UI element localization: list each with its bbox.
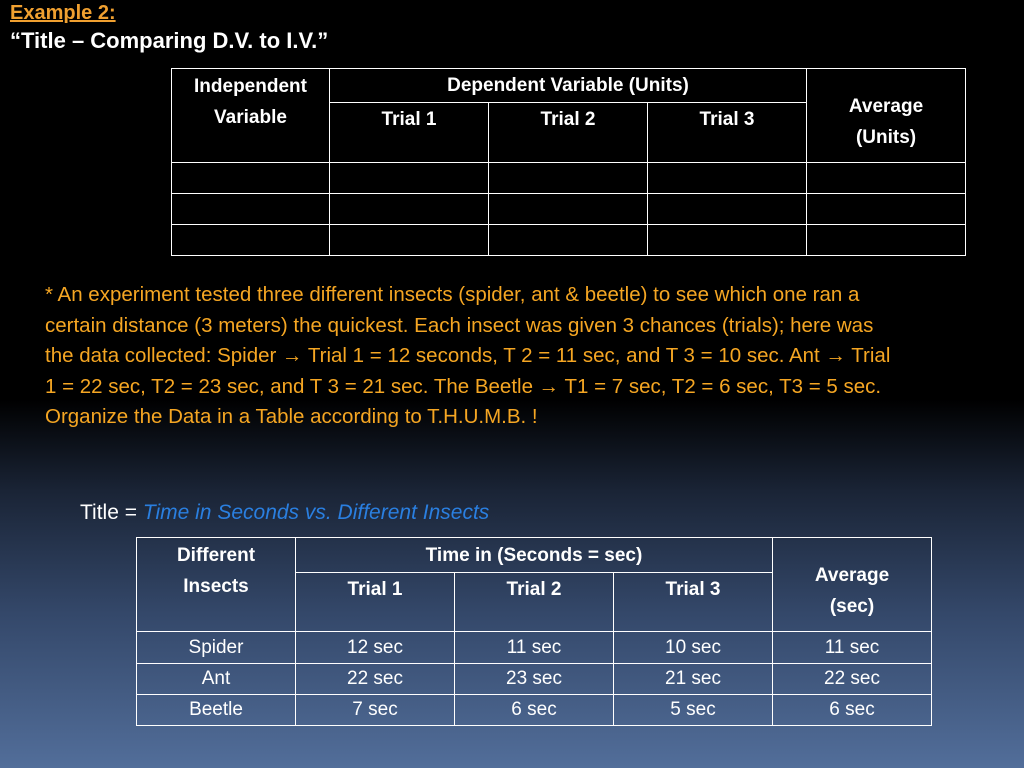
right-arrow-icon: → bbox=[538, 374, 560, 398]
table-row bbox=[137, 632, 932, 664]
table-title-line bbox=[80, 501, 489, 525]
empty-row bbox=[172, 194, 966, 225]
empty-cell bbox=[172, 163, 330, 194]
trial2-header: Trial 2 bbox=[455, 573, 614, 632]
slide-heading bbox=[10, 0, 328, 56]
average-header-line2: (Units) bbox=[855, 126, 917, 148]
empty-cell bbox=[807, 225, 966, 256]
table-row bbox=[137, 664, 932, 695]
template-table bbox=[171, 68, 966, 256]
insects-header-line1: Different bbox=[176, 545, 256, 566]
trial2-cell: 6 sec bbox=[455, 695, 614, 726]
trial2-cell: 11 sec bbox=[455, 632, 614, 664]
trial2-cell: 23 sec bbox=[455, 664, 614, 695]
average-cell: 6 sec bbox=[773, 695, 932, 726]
empty-cell bbox=[489, 163, 648, 194]
average-cell: 11 sec bbox=[773, 632, 932, 664]
trial3-cell: 10 sec bbox=[614, 632, 773, 664]
empty-cell bbox=[489, 225, 648, 256]
insect-data-table bbox=[136, 537, 932, 726]
empty-cell bbox=[807, 194, 966, 225]
trial1-cell: 12 sec bbox=[296, 632, 455, 664]
iv-header-line2: Variable bbox=[214, 107, 287, 128]
insect-cell: Beetle bbox=[137, 695, 296, 726]
trial2-header: Trial 2 bbox=[489, 103, 648, 163]
iv-header bbox=[172, 69, 330, 163]
insects-header-line2: Insects bbox=[183, 576, 249, 597]
trial1-header: Trial 1 bbox=[330, 103, 489, 163]
empty-cell bbox=[172, 225, 330, 256]
insect-cell: Spider bbox=[137, 632, 296, 664]
average-header-line1: Average bbox=[848, 95, 924, 117]
description-part3: Trial 1 = 22 sec, T2 = 23 sec, and T 3 = 21 sec. The Beetle bbox=[45, 344, 891, 398]
trial1-cell: 7 sec bbox=[296, 695, 455, 726]
right-arrow-icon: → bbox=[825, 344, 846, 367]
trial1-cell: 22 sec bbox=[296, 664, 455, 695]
trial3-header: Trial 3 bbox=[614, 573, 773, 632]
slide-title: “Title – Comparing D.V. to I.V.” bbox=[10, 28, 329, 53]
trial3-header: Trial 3 bbox=[648, 103, 807, 163]
empty-cell bbox=[807, 163, 966, 194]
description-part4: T1 = 7 sec, T2 = 6 sec, T3 = 5 sec. Organize the Data in a Table according to T.H.U.M.B. ! bbox=[45, 374, 882, 428]
empty-cell bbox=[330, 194, 489, 225]
empty-cell bbox=[330, 225, 489, 256]
description-part2: Trial 1 = 12 seconds, T 2 = 11 sec, and T 3 = 10 sec. Ant bbox=[302, 344, 826, 367]
trial3-cell: 5 sec bbox=[614, 695, 773, 726]
average-cell: 22 sec bbox=[773, 664, 932, 695]
empty-cell bbox=[648, 194, 807, 225]
empty-row bbox=[172, 225, 966, 256]
empty-cell bbox=[648, 163, 807, 194]
insects-header bbox=[137, 538, 296, 632]
trial1-header: Trial 1 bbox=[296, 573, 455, 632]
empty-cell bbox=[330, 163, 489, 194]
description-part1: * An experiment tested three different insects (spider, ant & beetle) to see which one ran a certain distance (3 meters) the quickest. Each insect was given 3 chances (trials); here was the data collected: Spider bbox=[45, 283, 874, 367]
average-header bbox=[807, 69, 966, 163]
experiment-description bbox=[45, 280, 895, 433]
trial3-cell: 21 sec bbox=[614, 664, 773, 695]
table-row bbox=[137, 695, 932, 726]
example-label: Example 2: bbox=[10, 2, 116, 24]
table-title-value: Time in Seconds vs. Different Insects bbox=[142, 501, 490, 524]
empty-cell bbox=[172, 194, 330, 225]
right-arrow-icon: → bbox=[282, 344, 303, 367]
average-header bbox=[773, 538, 932, 632]
average-header-line2: (sec) bbox=[829, 595, 875, 617]
dv-header: Dependent Variable (Units) bbox=[330, 69, 807, 103]
empty-cell bbox=[648, 225, 807, 256]
empty-row bbox=[172, 163, 966, 194]
title-prefix: Title = bbox=[80, 501, 143, 524]
iv-header-line1: Independent bbox=[194, 76, 307, 97]
average-header-line1: Average bbox=[814, 564, 890, 586]
time-header: Time in (Seconds = sec) bbox=[296, 538, 773, 573]
insect-cell: Ant bbox=[137, 664, 296, 695]
empty-cell bbox=[489, 194, 648, 225]
